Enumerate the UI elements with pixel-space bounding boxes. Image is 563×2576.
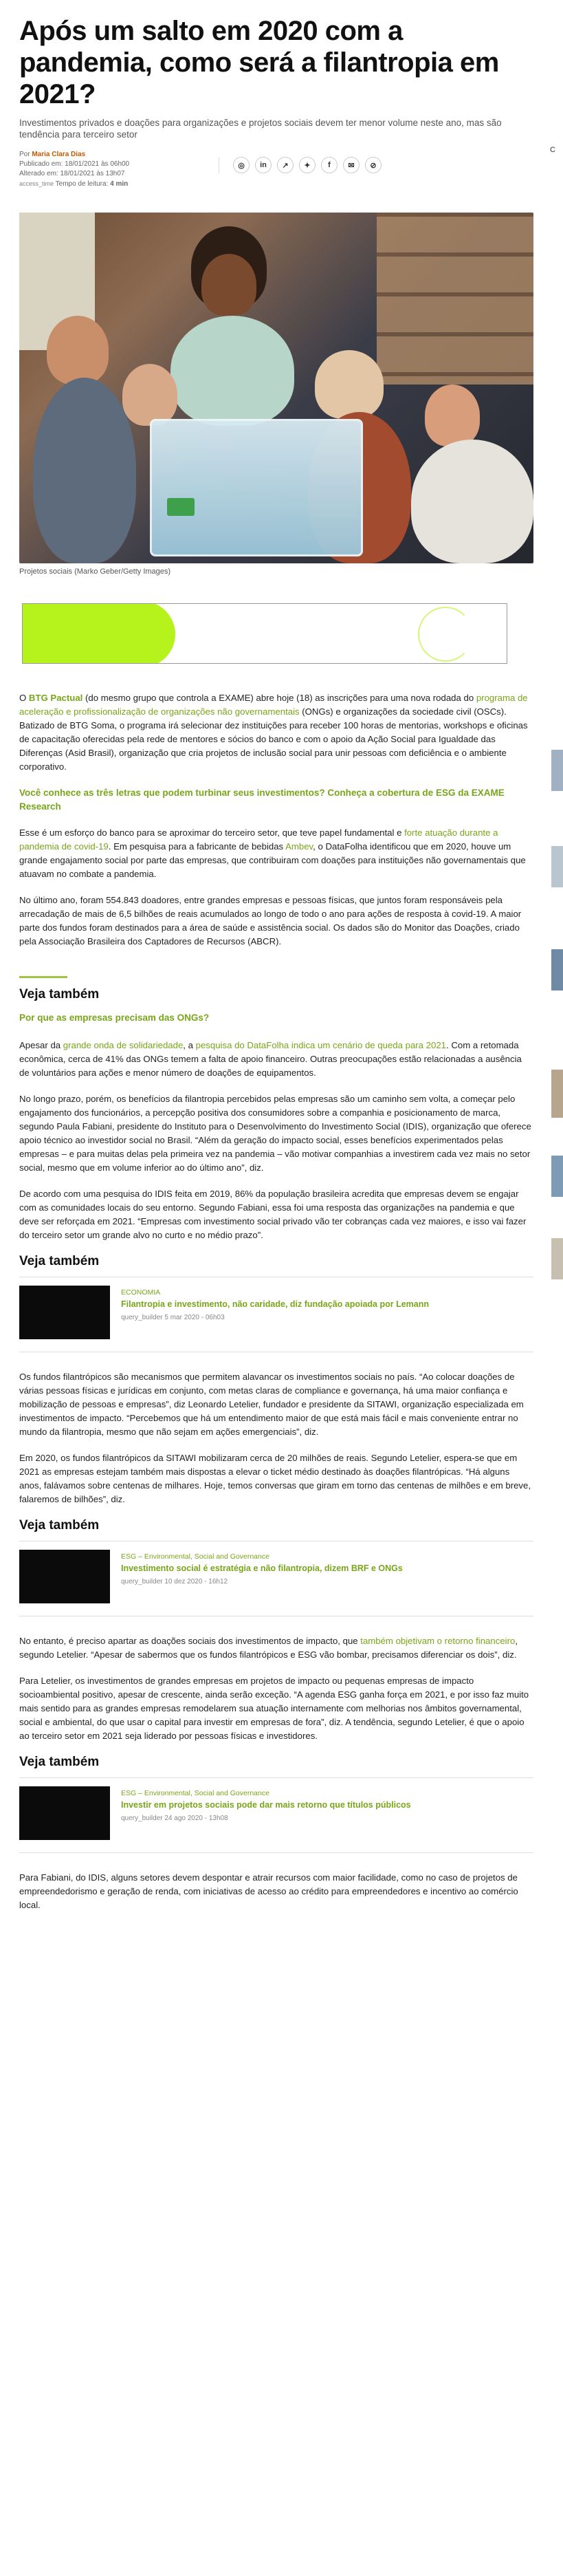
btg-link[interactable]: BTG Pactual <box>28 693 83 703</box>
article-meta <box>19 150 219 189</box>
related-tag[interactable]: ECONOMIA <box>121 1288 161 1297</box>
related-source: query_builder 24 ago 2020 - 13h08 <box>121 1815 228 1822</box>
related-thumbnail[interactable] <box>19 1550 110 1603</box>
email-icon[interactable]: ✉ <box>343 157 360 173</box>
related-title[interactable]: Investimento social é estratégia e não filantropia, dizem BRF e ONGs <box>121 1563 403 1573</box>
related-card[interactable] <box>19 1277 533 1352</box>
meta-row <box>19 150 535 189</box>
link-icon[interactable]: ⊘ <box>365 157 382 173</box>
updated-date: Alterado em: 18/01/2021 às 13h07 <box>19 170 125 177</box>
related-section-title: Veja também <box>19 1254 100 1268</box>
article <box>19 15 535 1925</box>
related-title[interactable]: Filantropia e investimento, não caridade, diz fundação apoiada por Lemann <box>121 1299 429 1309</box>
datafolha-link[interactable]: pesquisa do DataFolha indica um cenário de queda para 2021 <box>195 1040 447 1050</box>
hero-image <box>19 213 533 563</box>
sidebar-fragment: C <box>550 146 555 154</box>
twitter-icon[interactable]: ✦ <box>299 157 316 173</box>
advertisement-banner[interactable] <box>22 603 507 664</box>
program-link[interactable]: programa de aceleração e profissionalização de organizações não governamentais <box>19 693 528 717</box>
paragraph: No longo prazo, porém, os benefícios da filantropia percebidos pelas empresas são um caminho sem volta, a começar pelo engajamento dos funcionários, a percepção positiva dos consumidores sobre a companhia e posicionamento de marca, segundo Paula Fabiani, presidente do Instituto para o Desenvolvimento do Investimento Social (IDIS), organização que oferece apoio técnico ao investidor social no Brasil. “Além da geração do impacto social, esses benefícios experimentados pelas empresas – e para muitas delas pela primeira vez na pandemia – vão motivar companhias a investirem cada vez mais no setor social, mesmo que em volume inferior ao do último ano”, diz. <box>19 1094 531 1173</box>
paragraph: Esse é um esforço do banco para se aproximar do terceiro setor, que teve papel fundamental e forte atuação durante a pandemia de covid-19. Em pesquisa para a fabricante de bebidas Ambev, o DataFolha identificou que em 2020, houve um grande engajamento social por parte das empresas, que contribuiram com doações para instituições não governamentais que atuavam no combate a pandemia. <box>19 827 526 879</box>
ambev-link[interactable]: Ambev <box>285 841 313 852</box>
paragraph: Apesar da grande onda de solidariedade, a pesquisa do DataFolha indica um cenário de queda para 2021. Com a retomada econômica, cerca de 41% das ONGs temem a falta de apoio financeiro. Outras preocupações estão relacionadas a ausência de voluntários para ações e menor número de doações de equipamentos. <box>19 1040 522 1078</box>
see-also-block <box>19 976 533 1025</box>
related-thumbnail[interactable] <box>19 1786 110 1840</box>
article-subtitle: Investimentos privados e doações para organizações e projetos sociais devem ter menor volume neste ano, mas são tendência para terceiro setor <box>19 118 502 140</box>
linkedin-icon[interactable]: in <box>255 157 272 173</box>
article-title: Após um salto em 2020 com a pandemia, como será a filantropia em 2021? <box>19 16 499 109</box>
whatsapp-icon[interactable]: ◎ <box>233 157 250 173</box>
author-prefix: Por <box>19 151 30 158</box>
related-section-title: Veja também <box>19 1755 100 1769</box>
related-tag[interactable]: ESG – Environmental, Social and Governance <box>121 1552 269 1561</box>
facebook-icon[interactable]: f <box>321 157 338 173</box>
related-card[interactable] <box>19 1777 533 1853</box>
share-icon[interactable]: ↗ <box>277 157 294 173</box>
paragraph: Para Letelier, os investimentos de grandes empresas em projetos de impacto ou pequenas empresas de impacto socioambiental positivo, apesar de crescente, ainda serão exceção. “A agenda ESG ganha força em 2021, e por isso faz muito mais sentido para as grandes empresas remodelarem sua atuação internamente com melhorias nos âmbitos governamental, social e ambiental, do que usar o capital para investir em empresas de fora”, diz. A tendência, segundo Letelier, é que o apoio ao terceiro setor em 2021 seja liderado por pessoas físicas e investidores. <box>19 1676 529 1741</box>
see-also-title: Veja também <box>19 987 100 1002</box>
hero-caption: Projetos sociais (Marko Geber/Getty Images) <box>19 567 171 576</box>
paragraph: Em 2020, os fundos filantrópicos da SITAWI mobilizaram cerca de 20 milhões de reais. Segundo Letelier, espera-se que em 2021 as empresas estejam também mais dispostas a elevar o ticket médio destinado às doações filantrópicas. “Há alguns anos, falávamos sobre centenas de milhares. Hoje, temos conversas que giram em torno das centenas de milhões e em breve, falaremos de bilhões”, diz. <box>19 1453 531 1504</box>
related-title[interactable]: Investir em projetos sociais pode dar mais retorno que títulos públicos <box>121 1800 411 1810</box>
impact-link[interactable]: também objetivam o retorno financeiro <box>360 1636 516 1646</box>
paragraph: O BTG Pactual (do mesmo grupo que controla a EXAME) abre hoje (18) as inscrições para uma nova rodada do programa de aceleração e profissionalização de organizações não governamentais (ONGs) e organizações da sociedade civil (OSCs). Batizado de BTG Soma, o programa irá selecionar dez instituições para receber 100 horas de mentorias, workshops e oficinas de capacitação oferecidas pela rede de mentores e sócios do banco e com o apoio da Ação Social para Igualdade das Diferenças (Asid Brasil), organização que cria projetos de inclusão social para unir pessoas com deficiência e o ambiente corporativo. <box>19 693 528 772</box>
see-also-link[interactable]: Por que as empresas precisam das ONGs? <box>19 1013 210 1023</box>
reading-time: 4 min <box>110 180 129 188</box>
article-body <box>19 691 533 1912</box>
paragraph: Para Fabiani, do IDIS, alguns setores devem despontar e atrair recursos com maior facilidade, como no caso de projetos de empreendedorismo e geração de renda, com iniciativas de acesso ao crédito para empreendedores e incentivo ao comércio local. <box>19 1872 518 1910</box>
related-source: query_builder 5 mar 2020 - 06h03 <box>121 1314 225 1321</box>
pandemic-link[interactable]: forte atuação durante a pandemia de covid-19 <box>19 827 498 852</box>
sidebar-cut-off <box>550 0 563 2576</box>
author-link[interactable]: Maria Clara Dias <box>32 151 86 158</box>
esg-promo-link[interactable]: Você conhece as três letras que podem turbinar seus investimentos? Conheça a cobertura de ESG da EXAME Research <box>19 788 505 812</box>
related-tag[interactable]: ESG – Environmental, Social and Governance <box>121 1789 269 1797</box>
share-bar <box>219 157 382 173</box>
paragraph: No entanto, é preciso apartar as doações sociais dos investimentos de impacto, que também objetivam o retorno financeiro, segundo Letelier. “Apesar de sabermos que os fundos filantrópicos e ESG vão bombar, precisamos diferenciar os dois”, diz. <box>19 1636 518 1660</box>
related-thumbnail[interactable] <box>19 1286 110 1339</box>
clock-icon: access_time <box>19 180 54 187</box>
related-source: query_builder 10 dez 2020 - 16h12 <box>121 1578 228 1585</box>
related-section-title: Veja também <box>19 1518 100 1533</box>
solidarity-link[interactable]: grande onda de solidariedade <box>63 1040 184 1050</box>
related-card[interactable] <box>19 1541 533 1616</box>
reading-label: Tempo de leitura: <box>55 180 109 188</box>
paragraph: De acordo com uma pesquisa do IDIS feita em 2019, 86% da população brasileira acredita que empresas devem se engajar com as comunidades locais do seu entorno. Segundo Fabiani, essa foi uma resposta das organizações na pandemia e que deve ser reforçada em 2021. “Empresas com investimento social privado vão ter cobranças cada vez maiores, e isso vai fazer do terceiro setor um grande alvo no curto e no médio prazo”. <box>19 1189 527 1240</box>
paragraph: Os fundos filantrópicos são mecanismos que permitem alavancar os investimentos sociais no país. “Ao colocar doações de várias pessoas físicas e jurídicas em conjunto, com metas claras de compliance e governança, há uma maior confiança e mobilização de pessoas e empresas”, diz Leonardo Letelier, fundador e presidente da SITAWI, organização especializada em investimentos de impacto. “Percebemos que há um entendimento maior de que está mais fácil e mais conveniente entrar no mundo da filantropia, mesmo que não sejam em ações emergenciais”, diz. <box>19 1372 524 1437</box>
paragraph: No último ano, foram 554.843 doadores, entre grandes empresas e pessoas físicas, que juntos foram responsáveis pela arrecadação de mais de 6,5 bilhões de reais acumulados ao longo de todo o ano para ações de resposta à covid-19. A maior parte dos fundos foram destinados para a área de saúde e assistência social. Os dados são do Monitor das Doações, criado pela Associação Brasileira dos Captadores de Recursos (ABCR). <box>19 895 522 946</box>
published-date: Publicado em: 18/01/2021 às 06h00 <box>19 160 130 168</box>
